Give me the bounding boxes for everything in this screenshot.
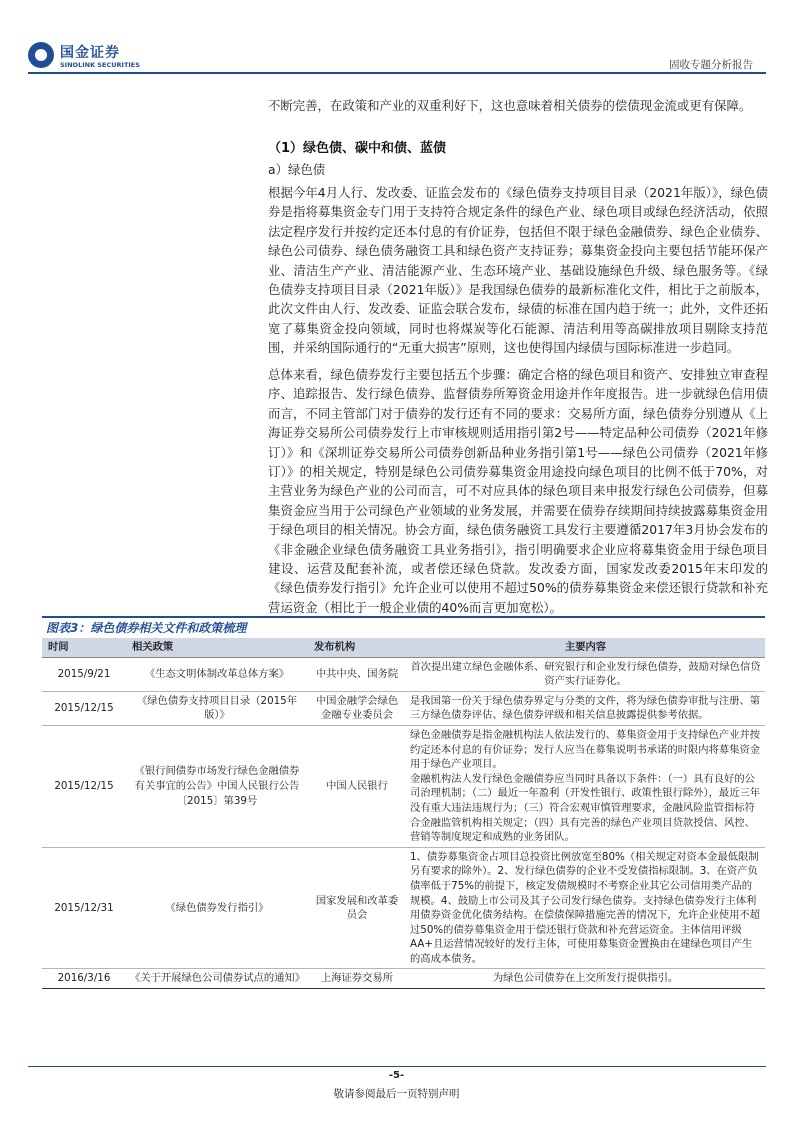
table-row bbox=[42, 691, 765, 725]
row-issuer: 国家发展和改革委员会 bbox=[308, 847, 406, 969]
page-number: -5- bbox=[388, 1070, 405, 1081]
report-type: 固收专题分析报告 bbox=[669, 59, 753, 71]
table-title-bar bbox=[42, 616, 765, 639]
row-content: 1、债券募集资金占项目总投资比例放宽至80%（相关规定对资本金最低限制另有要求的除外）。2、发行绿色债券的企业不受发债指标限制。3、在资产负债率低于75%的前提下，核定发债规模时不考察企业其它公司信用类产品的规模。4、鼓励上市公司及其子公司发行绿色债券。支持绿色债券发行主体利用债券资金优化债务结构。在偿债保障措施完善的情况下，允许企业使用不超过50%的债券募集资金用于偿还银行贷款和补充营运资金。主体信用评级AA+且运营情况较好的发行主体，可使用募集资金置换由在建绿色项目产生的高成本债务。 bbox=[406, 847, 765, 969]
row-issuer: 上海证券交易所 bbox=[308, 969, 406, 989]
row-policy: 《关于开展绿色公司债券试点的通知》 bbox=[126, 969, 308, 989]
header-date: 时间 bbox=[42, 638, 126, 657]
table-header-row bbox=[42, 638, 765, 657]
section-heading: （1）绿色债、碳中和债、蓝债 bbox=[268, 141, 447, 156]
brand-logo bbox=[28, 42, 146, 72]
row-date: 2016/3/16 bbox=[42, 969, 126, 989]
logo-mark-icon bbox=[28, 42, 54, 68]
row-issuer: 中国人民银行 bbox=[308, 725, 406, 847]
brand-name-cn: 国金证券 bbox=[60, 45, 120, 61]
row-policy: 《生态文明体制改革总体方案》 bbox=[126, 657, 308, 691]
table-row bbox=[42, 969, 765, 989]
row-content: 首次提出建立绿色金融体系、研究银行和企业发行绿色债券，鼓励对绿色信贷资产实行证券化。 bbox=[406, 657, 765, 691]
paragraph-issuance-process: 总体来看，绿色债券发行主要包括五个步骤：确定合格的绿色项目和资产、安排独立审查程序、追踪报告、发行绿色债券、监督债券所筹资金用途并作年度报告。进一步就绿色信用债而言，不同主管部门对于债券的发行还有不同的要求：交易所方面，绿色债券分别遵从《上海证券交易所公司债券发行上市审核规则适用指引第2号——特定品种公司债券（2021年修订）》和《深圳证券交易所公司债券创新品种业务指引第1号——绿色公司债券（2021年修订）》的相关规定，特别是绿色公司债券募集资金用途投向绿色项目的比例不低于70%，对主营业务为绿色产业的公司而言，可不对应具体的绿色项目来申报发行绿色公司债券，但募集资金应当用于公司绿色产业领域的业务发展，并需要在债券存续期间持续披露募集资金用于绿色项目的相关情况。协会方面，绿色债务融资工具发行主要遵循2017年3月协会发布的《非金融企业绿色债务融资工具业务指引》，指引明确要求企业应将募集资金用于绿色项目建设、运营及配套补流，或者偿还绿色贷款。发改委方面，国家发改委2015年末印发的《绿色债券发行指引》允许企业可以使用不超过50%的债券募集资金来偿还银行贷款和补充营运资金（相比于一般企业债的40%而言更加宽松）。 bbox=[268, 367, 768, 615]
table-row bbox=[42, 657, 765, 691]
row-issuer: 中国金融学会绿色金融专业委员会 bbox=[308, 691, 406, 725]
row-date: 2015/12/15 bbox=[42, 691, 126, 725]
paragraph-green-bond-definition: 根据今年4月人行、发改委、证监会发布的《绿色债券支持项目目录（2021年版）》，绿色债券是指将募集资金专门用于支持符合规定条件的绿色产业、绿色项目或绿色经济活动，依照法定程序发行并按约定还本付息的有价证券，包括但不限于绿色金融债券、绿色企业债券、绿色公司债券、绿色债务融资工具和绿色资产支持证券；募集资金投向主要包括节能环保产业、清洁生产产业、清洁能源产业、生态环境产业、基础设施绿色升级、绿色服务等。《绿色债券支持项目目录（2021年版）》是我国绿色债券的最新标准化文件，相比于之前版本，此次文件由人行、发改委、证监会联合发布，绿债的标准在国内趋于统一；此外，文件还拓宽了募集资金投向领域，同时也将煤炭等化石能源、清洁利用等高碳排放项目剔除支持范围，并采纳国际通行的“无重大损害”原则，这也使得国内绿债与国际标准进一步趋同。 bbox=[268, 185, 768, 356]
row-policy: 《绿色债券发行指引》 bbox=[126, 847, 308, 969]
row-policy: 《绿色债券支持项目目录（2015年版）》 bbox=[126, 691, 308, 725]
intro-paragraph: 不断完善，在政策和产业的双重利好下，这也意味着相关债券的偿债现金流或更有保障。 bbox=[268, 98, 752, 113]
sub-heading: a）绿色债 bbox=[268, 162, 326, 177]
row-content-part: 绿色金融债券是指金融机构法人依法发行的、募集资金用于支持绿色产业并按约定还本付息的有价证券；发行人应当在募集说明书承诺的时限内将募集资金用于绿色产业项目。 bbox=[410, 728, 761, 771]
row-date: 2015/12/31 bbox=[42, 847, 126, 969]
header-issuer: 发布机构 bbox=[308, 638, 406, 657]
table-title: 图表3：绿色债券相关文件和政策梳理 bbox=[46, 621, 247, 635]
page-header bbox=[0, 0, 793, 80]
brand-name-en: SINOLINK SECURITIES bbox=[60, 61, 140, 69]
row-content: 为绿色公司债券在上交所发行提供指引。 bbox=[406, 969, 765, 989]
table-row bbox=[42, 725, 765, 847]
row-policy: 《银行间债券市场发行绿色金融债券有关事宜的公告》中国人民银行公告〔2015〕第39号 bbox=[126, 725, 308, 847]
policy-table bbox=[42, 638, 765, 989]
row-content bbox=[406, 725, 765, 847]
row-content: 是我国第一份关于绿色债券界定与分类的文件，将为绿色债券审批与注册、第三方绿色债券评估、绿色债券评级和相关信息披露提供参考依据。 bbox=[406, 691, 765, 725]
header-divider bbox=[28, 72, 766, 74]
row-date: 2015/9/21 bbox=[42, 657, 126, 691]
header-policy: 相关政策 bbox=[126, 638, 308, 657]
row-issuer: 中共中央、国务院 bbox=[308, 657, 406, 691]
footer-divider bbox=[28, 1066, 766, 1067]
table-row bbox=[42, 847, 765, 969]
row-date: 2015/12/15 bbox=[42, 725, 126, 847]
header-content: 主要内容 bbox=[406, 638, 765, 657]
disclaimer-link: 敬请参阅最后一页特别声明 bbox=[333, 1088, 460, 1100]
row-content-part: 金融机构法人发行绿色金融债券应当同时具备以下条件：（一）具有良好的公司治理机制；（二）最近一年盈利（开发性银行、政策性银行除外），最近三年没有重大违法违规行为；（三）符合宏观审慎管理要求，金融风险监管指标符合金融监管机构相关规定；（四）具有完善的绿色产业项目贷款授信、风控、营销等制度规定和成熟的业务团队。 bbox=[410, 772, 761, 844]
